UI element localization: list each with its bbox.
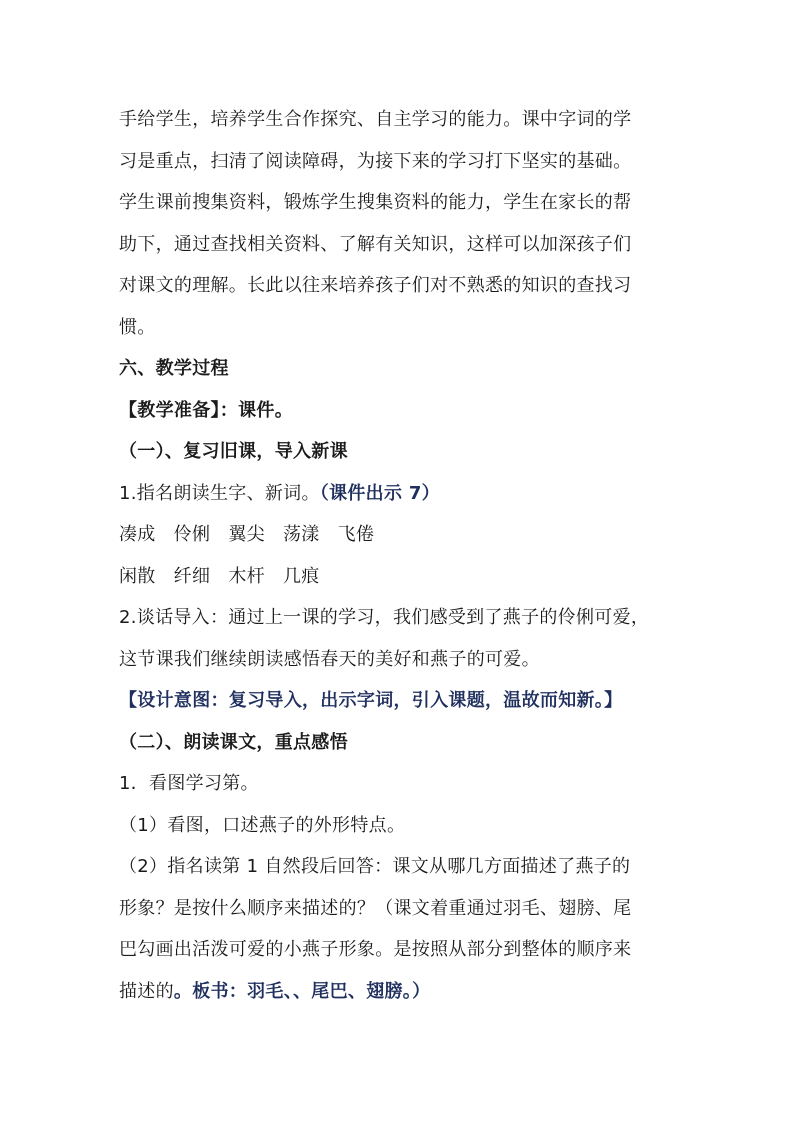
sub2-line-4-text: 描述的 [119,981,174,1002]
sub2-line-2: 形象？是按什么顺序来描述的？（课文着重通过羽毛、翅膀、尾 [119,898,632,919]
body-line-6: 惯。 [119,317,156,338]
item2-line-2: 这节课我们继续朗读感悟春天的美好和燕子的可爱。 [119,649,540,670]
part1-heading: （一）、复习旧课，导入新课 [119,441,348,462]
design-intent: 【设计意图：复习导入，出示字词，引入课题，温故而知新。】 [119,690,623,711]
words-row-2: 闲散 纤细 木杆 几痕 [119,566,320,587]
step1: 1．看图学习第。 [119,773,259,794]
body-line-5: 对课文的理解。长此以往来培养孩子们对不熟悉的知识的查找习 [119,275,632,296]
sub1: （1）看图，口述燕子的外形特点。 [119,815,406,836]
item1-text: 1.指名朗读生字、新词。 [119,483,320,504]
item1 [119,482,440,506]
body-line-1: 手给学生，培养学生合作探究、自主学习的能力。课中字词的学 [119,109,632,130]
body-line-4: 助下，通过查找相关资料、了解有关知识，这样可以加深孩子们 [119,234,632,255]
item1-note: （课件出示 7） [319,483,440,504]
board-notes: 。板书：羽毛、、尾巴、翅膀。） [173,981,431,1002]
body-line-3: 学生课前搜集资料，锻炼学生搜集资料的能力，学生在家长的帮 [119,192,632,213]
body-line-2: 习是重点，扫清了阅读障碍，为接下来的学习打下坚实的基础。 [119,151,632,172]
words-row-1: 凑成 伶俐 翼尖 荡漾 飞倦 [119,524,375,545]
item2-line-1: 2.谈话导入：通过上一课的学习，我们感受到了燕子的伶俐可爱， [119,607,650,628]
teaching-prep: 【教学准备】：课件。 [119,400,293,421]
sub2-line-1: （2）指名读第 1 自然段后回答：课文从哪几方面描述了燕子的 [119,856,631,877]
part2-heading: （二）、朗读课文，重点感悟 [119,732,348,753]
sub2-line-3: 巴勾画出活泼可爱的小燕子形象。是按照从部分到整体的顺序来 [119,939,632,960]
section-heading: 六、教学过程 [119,358,229,379]
sub2-line-4 [119,980,430,1004]
